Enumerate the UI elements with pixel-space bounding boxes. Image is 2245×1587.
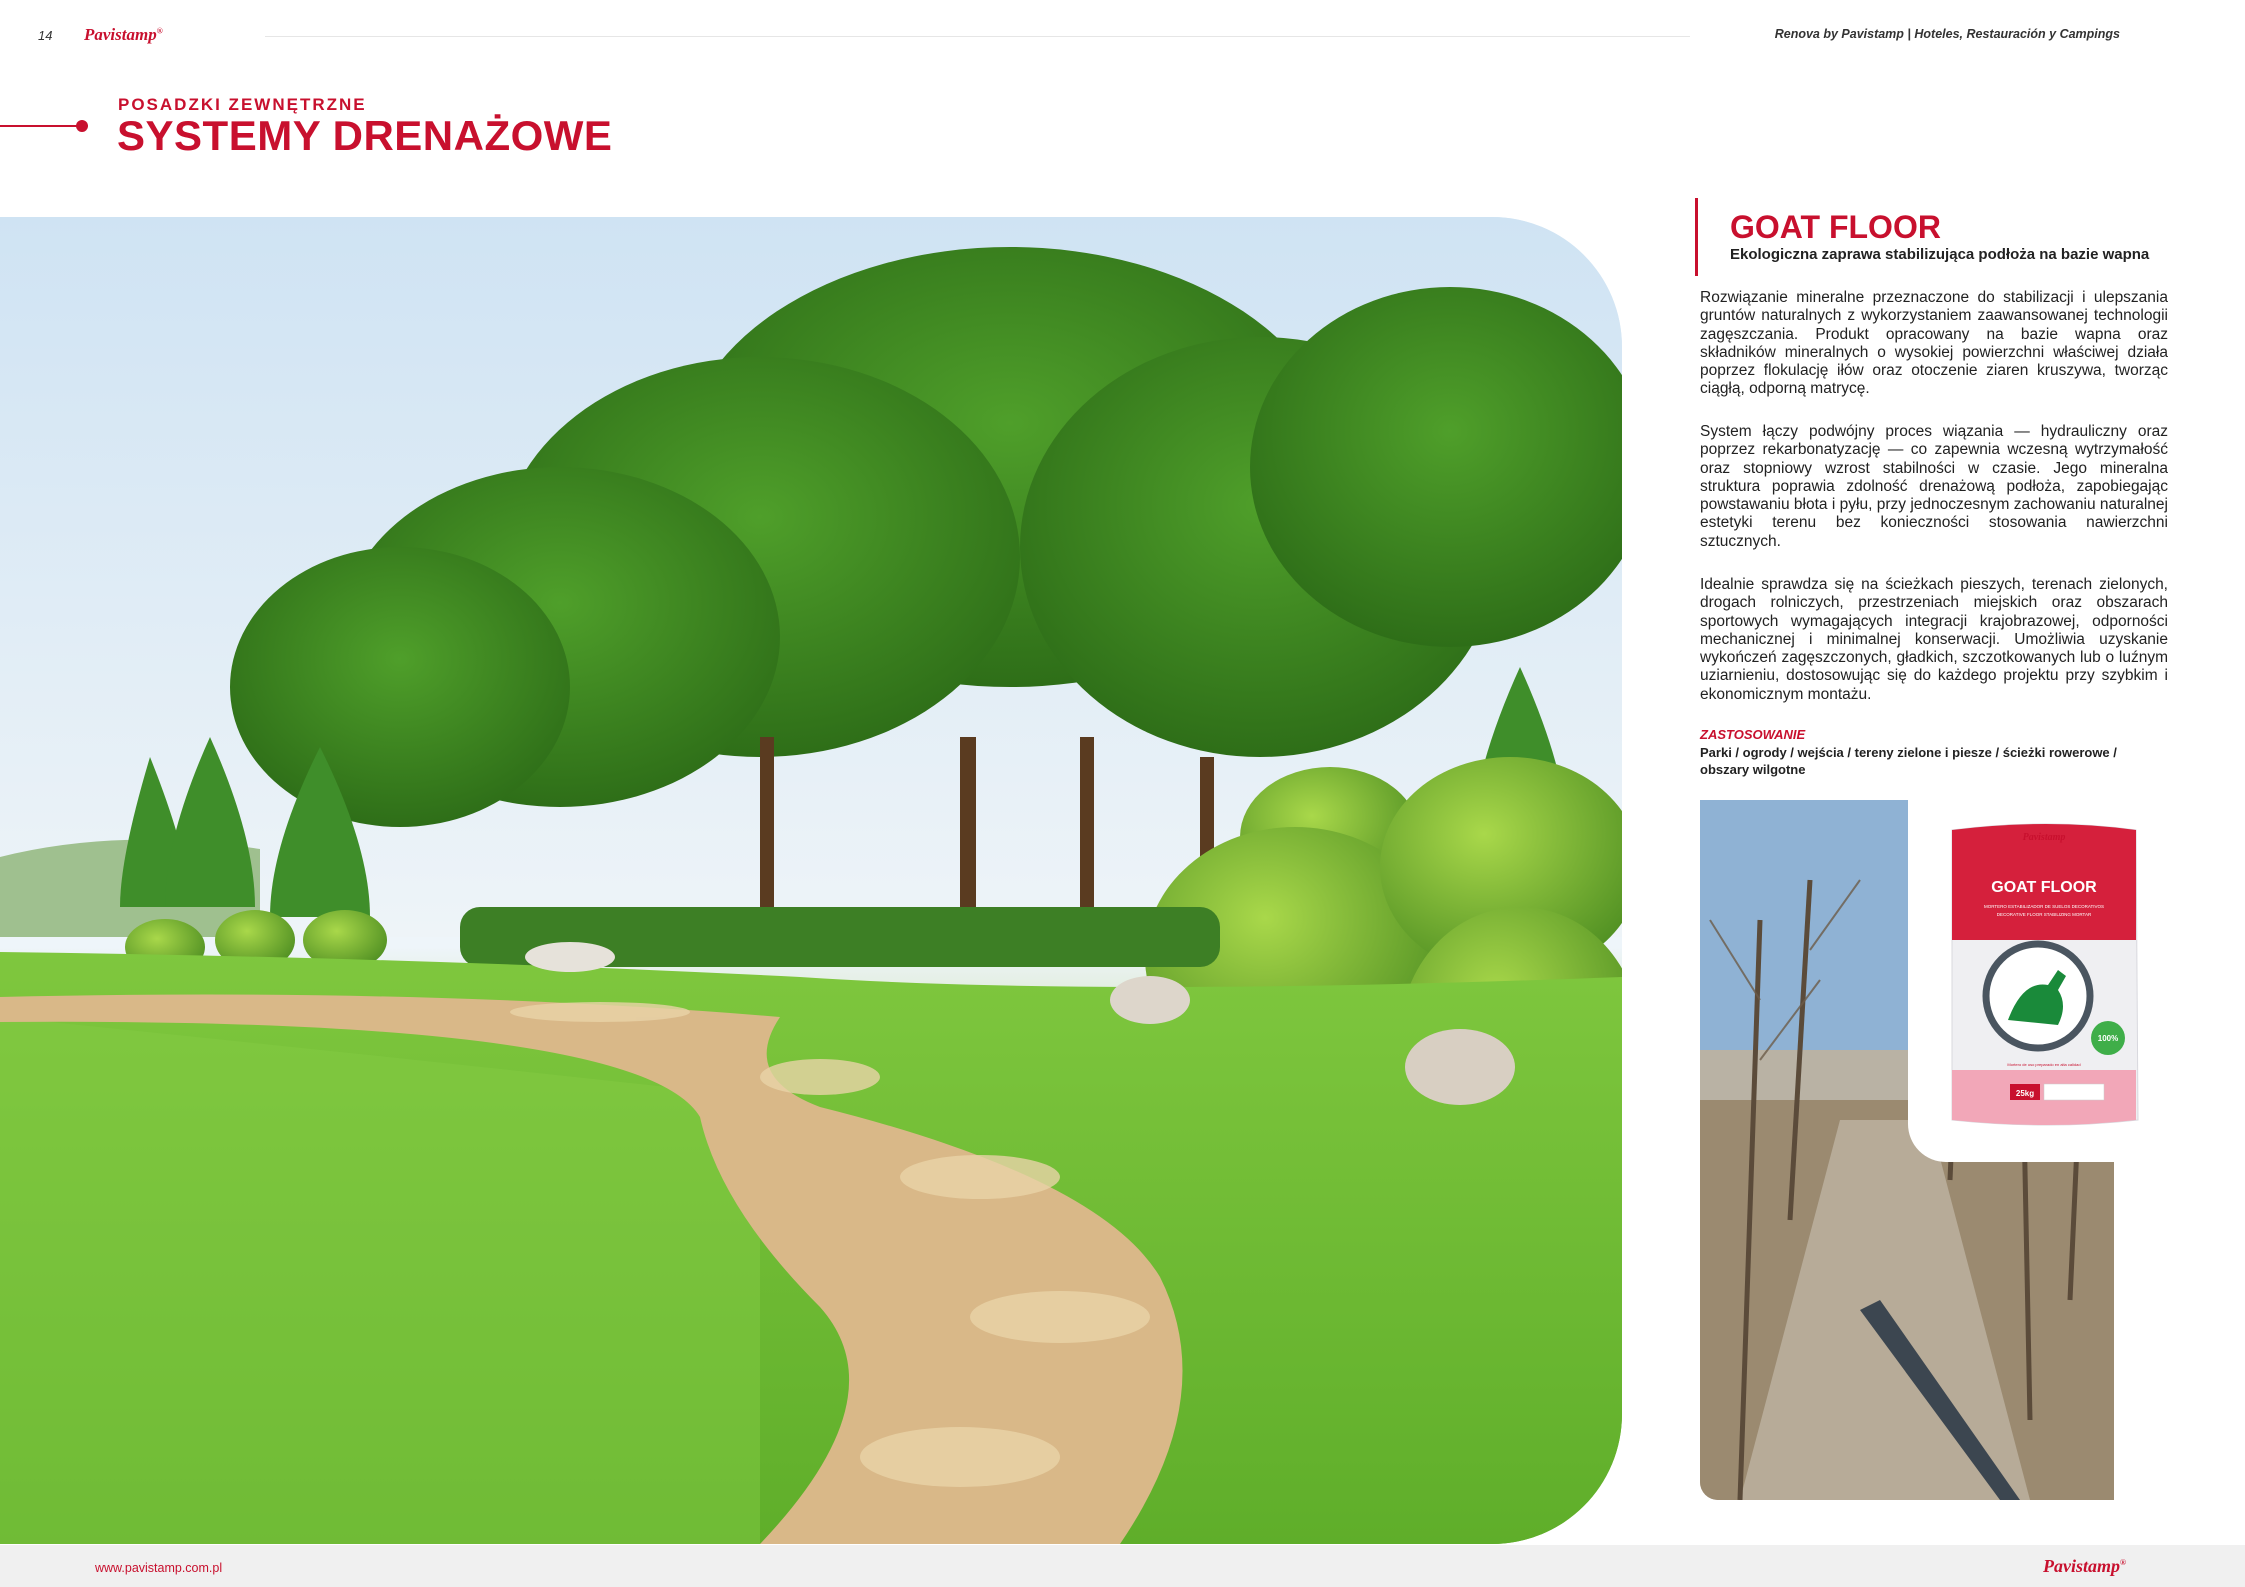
applications-label: ZASTOSOWANIE	[1700, 727, 1806, 742]
footer-brand-name: Pavistamp	[2043, 1556, 2120, 1576]
description-paragraph-2: System łączy podwójny proces wiązania — hydrauliczny oraz poprzez rekarbonatyzację — co zapewnia wczesną wytrzymałość oraz stopniowy wzrost stabilności w czasie. Jego mineralna struktura poprawia zdolność drenażową podłoża, zapobiegając powstawaniu błota i pyłu, przy jednoczesnym zachowaniu naturalnej estetyki terenu bez konieczności stosowania nawierzchni sztucznych.	[1700, 423, 2168, 550]
product-title-bar	[1695, 198, 1698, 276]
brand-mark: ®	[156, 26, 163, 36]
garden-illustration	[0, 217, 1622, 1544]
accent-line	[0, 125, 78, 127]
product-subtitle: Ekologiczna zaprawa stabilizująca podłoża na bazie wapna	[1730, 246, 2150, 263]
footer-website-link[interactable]: www.pavistamp.com.pl	[95, 1561, 223, 1575]
bag-line-1: MORTERO ESTABILIZADOR DE SUELOS DECORATIVOS	[1983, 904, 2105, 909]
footer-brand-mark: ®	[2120, 1558, 2126, 1567]
bag-brand: Pavistamp	[2022, 832, 2066, 843]
footer-brand-logo	[2043, 1556, 2126, 1577]
header-tagline: Renova by Pavistamp | Hoteles, Restauración y Campings	[1774, 27, 2120, 41]
footer-bar	[0, 1545, 2245, 1587]
eco-badge-text: 100%	[2097, 1034, 2119, 1043]
page-number: 14	[38, 28, 53, 43]
description-paragraph-1: Rozwiązanie mineralne przeznaczone do stabilizacji i ulepszania gruntów naturalnych z wykorzystaniem zaawansowanej technologii zagęszczania. Produkt opracowany na bazie wapna oraz składników mineralnych o wysokiej powierzchni właściwej działa poprzez flokulację iłów oraz otoczenie ziaren kruszywa, tworząc ciągłą, odporną matrycę.	[1700, 289, 2168, 398]
accent-dot	[76, 120, 88, 132]
product-packshot-card	[1908, 800, 2178, 1162]
bag-weight: 25kg	[2015, 1089, 2035, 1098]
header-divider	[265, 36, 1690, 37]
bag-tagline: Mortero de uso preparado en alta calidad	[2007, 1062, 2081, 1067]
brand-name: Pavistamp	[84, 25, 157, 44]
bag-product-name: GOAT FLOOR	[1991, 879, 2097, 896]
description-paragraph-3: Idealnie sprawdza się na ścieżkach pieszych, terenach zielonych, drogach rolniczych, przestrzeniach miejskich oraz obszarach sportowych wymagających integracji krajobrazowej, odporności mechanicznej i minimalnej konserwacji. Umożliwia uzyskanie wykończeń zagęszczonych, gładkich, szczotkowanych lub o luźnym uziarnieniu, dostosowując się do każdego projektu przy szybkim i ekonomicznym montażu.	[1700, 576, 2168, 703]
product-name: GOAT FLOOR	[1730, 209, 1941, 245]
brand-logo	[84, 25, 163, 45]
bag-line-2: DECORATIVE FLOOR STABILIZING MORTAR	[1996, 912, 2092, 917]
page-title: SYSTEMY DRENAŻOWE	[117, 112, 613, 159]
hero-garden-photo	[0, 217, 1622, 1544]
section-kicker: POSADZKI ZEWNĘTRZNE	[118, 95, 367, 114]
applications-list: Parki / ogrody / wejścia / tereny zielone i piesze / ścieżki rowerowe / obszary wilgotne	[1700, 745, 2117, 777]
goat-floor-bag-image	[1908, 800, 2178, 1162]
